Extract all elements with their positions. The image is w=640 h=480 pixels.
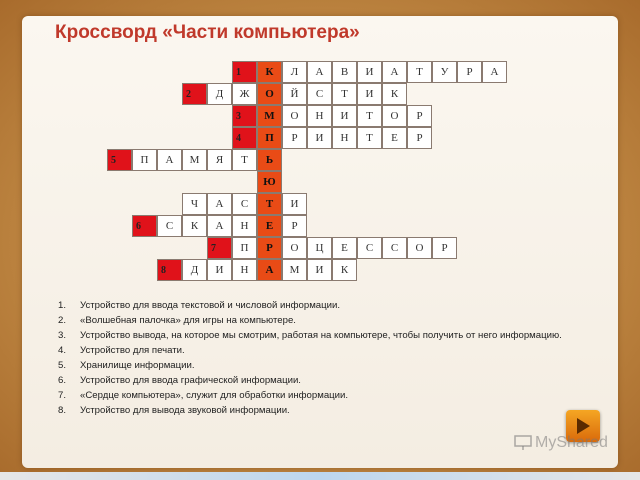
letter-cell: Т	[407, 61, 432, 83]
letter-cell: Н	[307, 105, 332, 127]
letter-cell: О	[407, 237, 432, 259]
clue-text: Хранилище информации.	[80, 360, 195, 371]
clue-number-cell: 3	[232, 105, 257, 127]
clue-text: Устройство для ввода графической информации.	[80, 375, 301, 386]
clue-item	[58, 403, 598, 418]
letter-cell: Е	[332, 237, 357, 259]
clue-item	[58, 313, 598, 328]
letter-cell: А	[157, 149, 182, 171]
letter-cell: Р	[432, 237, 457, 259]
letter-cell: Т	[357, 127, 382, 149]
keyword-letter-cell: М	[257, 105, 282, 127]
letter-cell: Е	[382, 127, 407, 149]
letter-cell: Н	[232, 259, 257, 281]
keyword-letter-cell: Т	[257, 193, 282, 215]
letter-cell: Н	[232, 215, 257, 237]
clue-number-cell: 2	[182, 83, 207, 105]
letter-cell: О	[382, 105, 407, 127]
letter-cell: К	[382, 83, 407, 105]
letter-cell: И	[332, 105, 357, 127]
clue-item	[58, 298, 598, 313]
watermark	[514, 434, 608, 452]
letter-cell: К	[332, 259, 357, 281]
keyword-letter-cell: Ь	[257, 149, 282, 171]
clue-text: «Волшебная палочка» для игры на компьютере.	[80, 315, 296, 326]
clue-text: Устройство для печати.	[80, 345, 185, 356]
letter-cell: И	[357, 61, 382, 83]
clue-text: Устройство вывода, на которое мы смотрим, работая на компьютере, чтобы получить от него информацию.	[80, 330, 562, 341]
arrow-right-icon	[574, 416, 592, 436]
letter-cell: В	[332, 61, 357, 83]
letter-cell: С	[357, 237, 382, 259]
clue-item	[58, 373, 598, 388]
clue-item	[58, 358, 598, 373]
clue-text: Устройство для вывода звуковой информации.	[80, 405, 290, 416]
letter-cell: Р	[457, 61, 482, 83]
keyword-letter-cell: Р	[257, 237, 282, 259]
letter-cell: Л	[282, 61, 307, 83]
letter-cell: Ц	[307, 237, 332, 259]
clue-number: 6.	[58, 375, 67, 386]
presentation-icon	[514, 435, 532, 451]
keyword-letter-cell: Ю	[257, 171, 282, 193]
letter-cell: М	[182, 149, 207, 171]
letter-cell: Т	[232, 149, 257, 171]
letter-cell: С	[307, 83, 332, 105]
letter-cell: У	[432, 61, 457, 83]
letter-cell: А	[207, 215, 232, 237]
clue-number: 5.	[58, 360, 67, 371]
letter-cell: И	[207, 259, 232, 281]
keyword-letter-cell: Е	[257, 215, 282, 237]
clue-number-cell: 8	[157, 259, 182, 281]
watermark-text: MyShared	[535, 434, 608, 451]
letter-cell: Р	[407, 127, 432, 149]
letter-cell: С	[382, 237, 407, 259]
letter-cell: А	[382, 61, 407, 83]
letter-cell: О	[282, 105, 307, 127]
clue-item	[58, 388, 598, 403]
letter-cell: А	[207, 193, 232, 215]
letter-cell: А	[307, 61, 332, 83]
keyword-letter-cell: П	[257, 127, 282, 149]
clue-number: 4.	[58, 345, 67, 356]
letter-cell: С	[157, 215, 182, 237]
keyword-letter-cell: О	[257, 83, 282, 105]
clue-number: 3.	[58, 330, 67, 341]
letter-cell: Ж	[232, 83, 257, 105]
letter-cell: М	[282, 259, 307, 281]
clue-number-cell: 7	[207, 237, 232, 259]
letter-cell: Т	[357, 105, 382, 127]
letter-cell: Я	[207, 149, 232, 171]
clue-number-cell: 1	[232, 61, 257, 83]
clue-number-cell: 5	[107, 149, 132, 171]
letter-cell: И	[307, 127, 332, 149]
page-title: Кроссворд «Части компьютера»	[55, 22, 360, 43]
letter-cell: И	[307, 259, 332, 281]
clue-number-cell: 6	[132, 215, 157, 237]
letter-cell: П	[232, 237, 257, 259]
keyword-letter-cell: К	[257, 61, 282, 83]
letter-cell: Д	[182, 259, 207, 281]
clue-number: 7.	[58, 390, 67, 401]
letter-cell: О	[282, 237, 307, 259]
clue-number: 2.	[58, 315, 67, 326]
letter-cell: Р	[282, 127, 307, 149]
clue-number-cell: 4	[232, 127, 257, 149]
letter-cell: Й	[282, 83, 307, 105]
bottom-bar	[0, 472, 640, 480]
letter-cell: П	[132, 149, 157, 171]
letter-cell: С	[232, 193, 257, 215]
letter-cell: А	[482, 61, 507, 83]
letter-cell: Т	[332, 83, 357, 105]
letter-cell: К	[182, 215, 207, 237]
letter-cell: Р	[282, 215, 307, 237]
clue-item	[58, 328, 598, 343]
letter-cell: И	[282, 193, 307, 215]
letter-cell: Ч	[182, 193, 207, 215]
clue-list	[58, 298, 598, 418]
letter-cell: И	[357, 83, 382, 105]
clue-text: «Сердце компьютера», служит для обработки информации.	[80, 390, 349, 401]
keyword-letter-cell: А	[257, 259, 282, 281]
clue-text: Устройство для ввода текстовой и числовой информации.	[80, 300, 341, 311]
clue-number: 1.	[58, 300, 67, 311]
letter-cell: Д	[207, 83, 232, 105]
letter-cell: Р	[407, 105, 432, 127]
letter-cell: Н	[332, 127, 357, 149]
clue-item	[58, 343, 598, 358]
clue-number: 8.	[58, 405, 67, 416]
